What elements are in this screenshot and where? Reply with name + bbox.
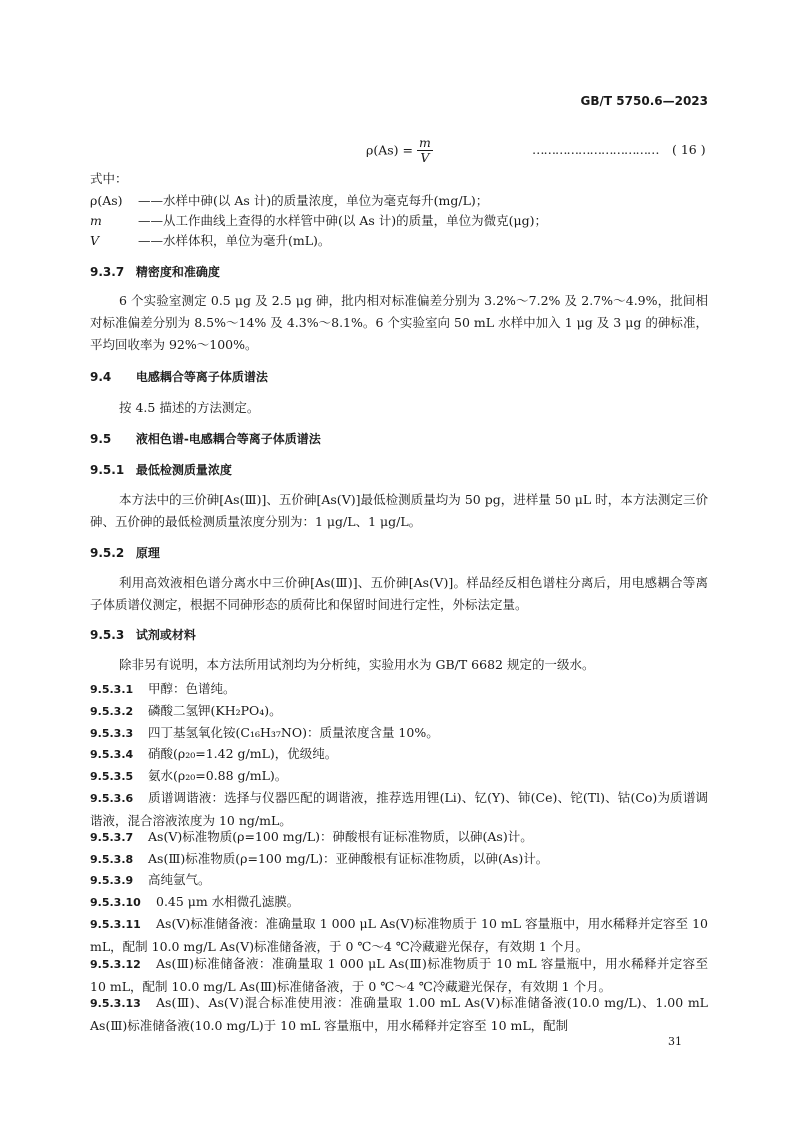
section-title: 原理: [135, 546, 160, 560]
formula-number: ( 16 ): [672, 142, 706, 157]
list-item: [90, 678, 708, 701]
list-item: [90, 765, 708, 788]
list-item: [90, 891, 708, 914]
definition-text: ——水样体积，单位为毫升(mL)。: [138, 233, 331, 248]
item-text: As(Ⅲ)标准物质(ρ=100 mg/L)：亚砷酸根有证标准物质，以砷(As)计。: [148, 851, 549, 866]
section-heading-9-5-3: [90, 627, 196, 643]
paragraph-9-5-3: 除非另有说明，本方法所用试剂均为分析纯，实验用水为 GB/T 6682 规定的一级水。: [119, 657, 595, 672]
paragraph-9-4: 按 4.5 描述的方法测定。: [119, 400, 260, 415]
item-number: 9.5.3.10: [90, 896, 141, 909]
item-text: As(Ⅲ)、As(Ⅴ)混合标准使用液：准确量取 1.00 mL As(Ⅴ)标准储备液(10.0 mg/L)、1.00 mL As(Ⅲ)标准储备液(10.0 mg/L)于 10 mL 容量瓶中，用水稀释并定容至 10 mL，配制: [90, 995, 708, 1033]
formula-fraction: [417, 136, 433, 165]
page-number: 31: [668, 1035, 682, 1048]
list-item: [90, 700, 708, 723]
list-item: [90, 913, 708, 958]
definition-text: ——从工作曲线上查得的水样管中砷(以 As 计)的质量，单位为微克(μg)；: [138, 213, 548, 228]
section-number: 9.5.1: [90, 463, 125, 477]
where-label: 式中：: [90, 171, 128, 186]
item-number: 9.5.3.1: [90, 683, 134, 696]
item-number: 9.5.3.6: [90, 792, 134, 805]
definition-symbol: m: [90, 213, 102, 228]
section-title: 精密度和准确度: [135, 265, 220, 279]
item-text: As(Ⅴ)标准物质(ρ=100 mg/L)：砷酸根有证标准物质，以砷(As)计。: [148, 829, 533, 844]
formula-denominator: V: [420, 150, 430, 165]
section-number: 9.5.2: [90, 546, 125, 560]
list-item: [90, 743, 708, 766]
item-number: 9.5.3.8: [90, 853, 134, 866]
section-heading-9-3-7: [90, 264, 220, 280]
definition-v: [90, 233, 330, 249]
item-number: 9.5.3.9: [90, 874, 134, 887]
standard-code: GB/T 5750.6—2023: [580, 94, 708, 108]
item-text: 硝酸(ρ₂₀=1.42 g/mL)，优级纯。: [148, 746, 338, 761]
definition-m: [90, 213, 547, 229]
section-title: 液相色谱-电感耦合等离子体质谱法: [135, 432, 321, 446]
definition-symbol: ρ(As): [90, 193, 123, 208]
item-number: 9.5.3.3: [90, 727, 134, 740]
formula: [366, 136, 433, 165]
item-number: 9.5.3.2: [90, 705, 134, 718]
section-title: 试剂或材料: [135, 628, 196, 642]
list-item: [90, 826, 708, 849]
section-heading-9-5: [90, 431, 321, 447]
section-heading-9-5-2: [90, 545, 160, 561]
item-text: 0.45 μm 水相微孔滤膜。: [156, 894, 300, 909]
definition-rho: [90, 193, 488, 209]
paragraph-9-5-1: 本方法中的三价砷[As(Ⅲ)]、五价砷[As(Ⅴ)]最低检测质量均为 50 pg，进样量 50 μL 时，本方法测定三价砷、五价砷的最低检测质量浓度分别为：1 μg/L、1 μg/L。: [90, 492, 708, 529]
item-number: 9.5.3.5: [90, 770, 134, 783]
item-number: 9.5.3.13: [90, 997, 141, 1010]
section-number: 9.4: [90, 370, 112, 384]
formula-numerator: m: [418, 135, 431, 150]
item-number: 9.5.3.12: [90, 958, 141, 971]
formula-lhs: ρ(As) =: [366, 142, 413, 158]
item-text: 氨水(ρ₂₀=0.88 g/mL)。: [148, 768, 288, 783]
item-text: As(Ⅴ)标准储备液：准确量取 1 000 μL As(Ⅴ)标准物质于 10 mL 容量瓶中，用水稀释并定容至 10 mL，配制 10.0 mg/L As(Ⅴ)标准储备液，于 0 ℃～4 ℃冷藏避光保存，有效期 1 个月。: [90, 916, 708, 954]
section-heading-9-4: [90, 369, 268, 385]
list-item: [90, 722, 708, 745]
definition-symbol: V: [90, 233, 100, 248]
item-text: 四丁基氢氧化铵(C₁₆H₃₇NO)：质量浓度含量 10%。: [148, 725, 439, 740]
section-heading-9-5-1: [90, 462, 232, 478]
section-title: 电感耦合等离子体质谱法: [135, 370, 268, 384]
item-number: 9.5.3.7: [90, 831, 134, 844]
paragraph-9-5-2: 利用高效液相色谱分离水中三价砷[As(Ⅲ)]、五价砷[As(Ⅴ)]。样品经反相色谱柱分离后，用电感耦合等离子体质谱仪测定，根据不同砷形态的质荷比和保留时间进行定性，外标法定量。: [90, 575, 708, 612]
section-number: 9.5: [90, 432, 112, 446]
item-text: 高纯氩气。: [148, 872, 211, 887]
item-text: 磷酸二氢钾(KH₂PO₄)。: [148, 703, 282, 718]
formula-leader: ……………………………: [532, 142, 659, 157]
item-number: 9.5.3.4: [90, 748, 134, 761]
item-text: As(Ⅲ)标准储备液：准确量取 1 000 μL As(Ⅲ)标准物质于 10 mL 容量瓶中，用水稀释并定容至 10 mL，配制 10.0 mg/L As(Ⅲ)标准储备液，于 0 ℃～4 ℃冷藏避光保存，有效期 1 个月。: [90, 956, 708, 994]
list-item: [90, 992, 708, 1037]
item-text: 质谱调谐液：选择与仪器匹配的调谐液，推荐选用锂(Li)、钇(Y)、铈(Ce)、铊(Tl)、钴(Co)为质谱调谐液，混合溶液浓度为 10 ng/mL。: [90, 790, 708, 828]
paragraph-9-3-7: 6 个实验室测定 0.5 μg 及 2.5 μg 砷，批内相对标准偏差分别为 3.2%～7.2% 及 2.7%～4.9%，批间相对标准偏差分别为 8.5%～14% 及 4.3%～8.1%。6 个实验室向 50 mL 水样中加入 1 μg 及 3 μg 的砷标准，平均回收率为 92%～100%。: [90, 293, 708, 352]
item-number: 9.5.3.11: [90, 918, 141, 931]
list-item: [90, 869, 708, 892]
list-item: [90, 848, 708, 871]
definition-text: ——水样中砷(以 As 计)的质量浓度，单位为毫克每升(mg/L)；: [138, 193, 489, 208]
item-text: 甲醇：色谱纯。: [148, 681, 236, 696]
section-number: 9.3.7: [90, 265, 125, 279]
section-number: 9.5.3: [90, 628, 125, 642]
section-title: 最低检测质量浓度: [135, 463, 232, 477]
